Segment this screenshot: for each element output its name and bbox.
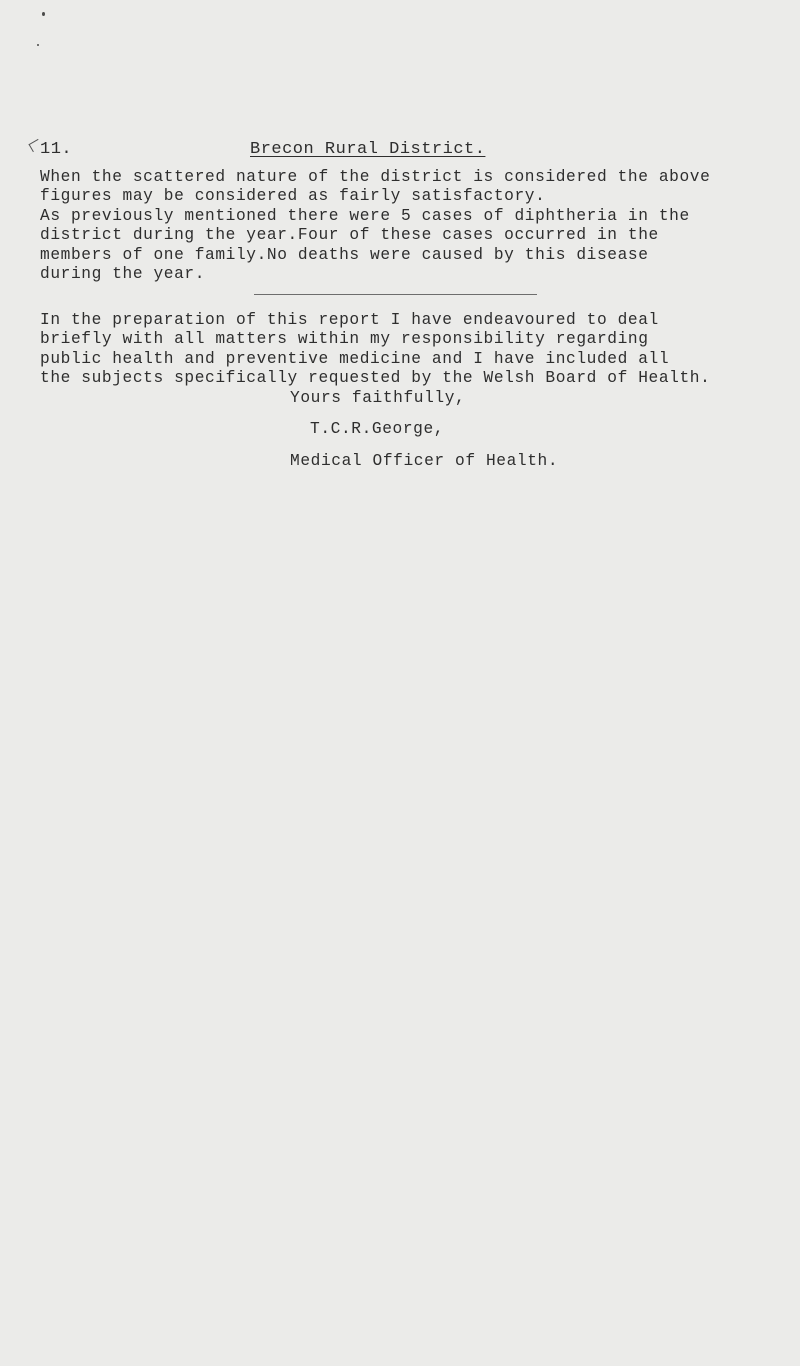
district-title: Brecon Rural District.: [250, 140, 486, 159]
page-heading: [40, 140, 760, 166]
paragraph-line: figures may be considered as fairly satisfactory.: [40, 187, 546, 206]
paragraph-line: As previously mentioned there were 5 cases of diphtheria in the: [40, 206, 690, 225]
paragraph-line: briefly with all matters within my responsibility regarding: [40, 330, 649, 349]
paragraph-line: members of one family.No deaths were caused by this disease: [40, 245, 649, 264]
paragraph-line: In the preparation of this report I have endeavoured to deal: [40, 311, 659, 329]
signatory-title: Medical Officer of Health.: [290, 452, 559, 470]
paragraph-statistics: [40, 168, 780, 284]
signatory-name: T.C.R.George,: [310, 420, 445, 438]
scan-speck: [37, 44, 39, 46]
scan-speck: [42, 12, 45, 16]
page-number: 11.: [40, 140, 73, 159]
paragraph-line: When the scattered nature of the district is considered the above: [40, 168, 711, 186]
paragraph-report-scope: [40, 311, 780, 389]
paragraph-line: during the year.: [40, 265, 206, 284]
paragraph-line: district during the year.Four of these cases occurred in the: [40, 226, 659, 245]
paragraph-line: the subjects specifically requested by the Welsh Board of Health.: [40, 369, 711, 388]
closing-salutation: Yours faithfully,: [290, 389, 466, 407]
section-divider: [254, 294, 537, 295]
paragraph-line: public health and preventive medicine and I have included all: [40, 349, 670, 368]
